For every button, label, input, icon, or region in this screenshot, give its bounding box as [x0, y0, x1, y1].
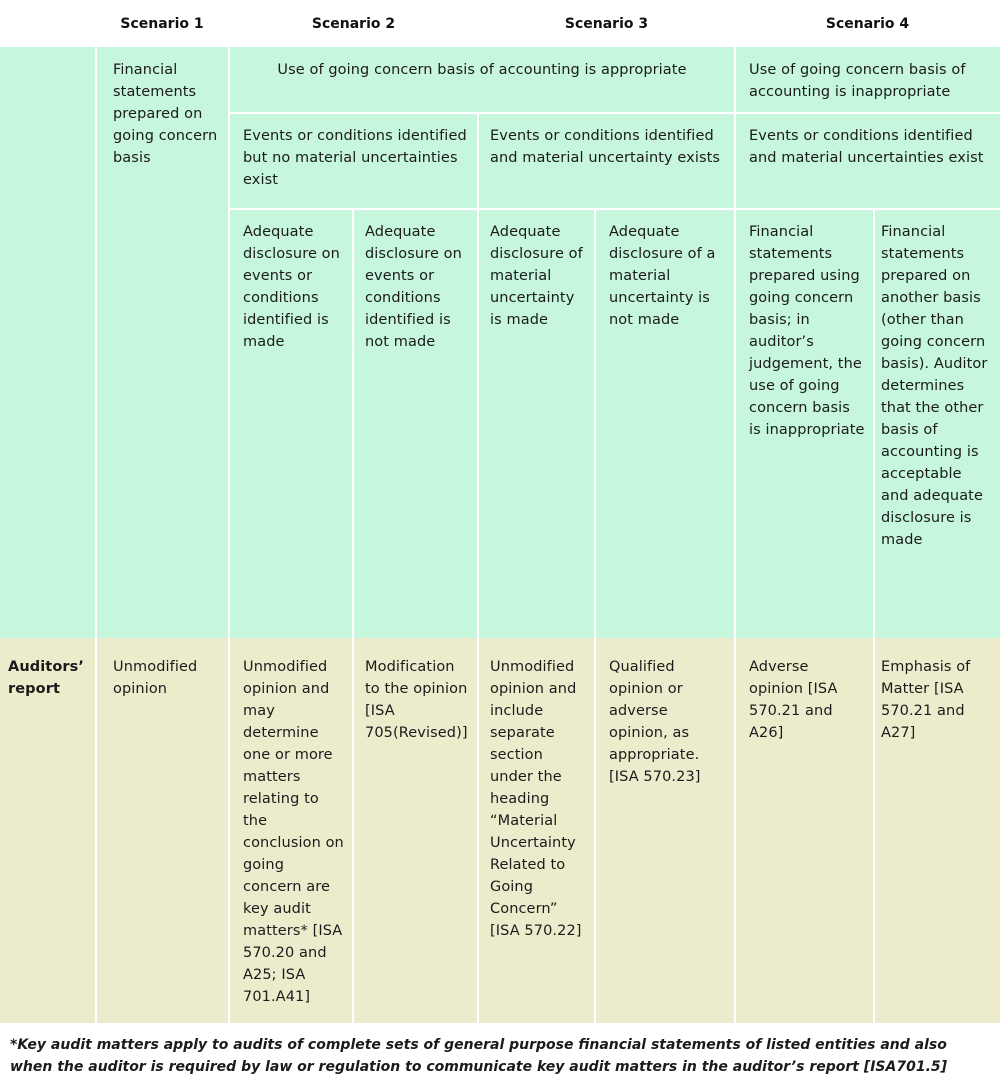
s4a-going-concern-inappropriate: Financial statements prepared using going concern basis; in auditor’s judgement, the use of going concern basis is inappropriate — [735, 209, 874, 638]
header-scenario-4: Scenario 4 — [825, 15, 910, 32]
s4-events-cell: Events or conditions identified and material uncertainties exist — [735, 113, 1000, 209]
divider — [229, 112, 1000, 114]
divider — [873, 209, 875, 1023]
report-s4a: Adverse opinion [ISA 570.21 and A26] — [735, 638, 874, 1023]
divider — [228, 47, 230, 1023]
scenario1-condition: Financial statements prepared on going concern basis — [95, 47, 229, 638]
s4b-other-basis: Financial statements prepared on another basis (other than going concern basis). Auditor determines that the other basis of accounting is acceptable and adequate disclosure is made — [874, 209, 1000, 638]
divider — [352, 209, 354, 1023]
s2a-disclosure-made: Adequate disclosure on events or conditions identified is made — [229, 209, 353, 638]
divider — [229, 208, 1000, 210]
s3-events-cell: Events or conditions identified and material uncertainty exists — [478, 113, 735, 209]
header-scenario-2: Scenario 2 — [311, 15, 396, 32]
s2-events-cell: Events or conditions identified but no material uncertainties exist — [229, 113, 478, 209]
report-s2b: Modification to the opinion [ISA 705(Revised)] — [353, 638, 478, 1023]
footnote: *Key audit matters apply to audits of complete sets of general purpose financial statements of listed entities and also when the auditor is required by law or regulation to communicate key audit matters in the auditor’s report [ISA701.5] — [10, 1037, 948, 1075]
s2b-disclosure-not-made: Adequate disclosure on events or conditions identified is not made — [353, 209, 478, 638]
report-s3a: Unmodified opinion and include separate section under the heading “Material Uncertainty Related to Going Concern” [ISA 570.22] — [478, 638, 595, 1023]
appropriate-basis-cell: Use of going concern basis of accounting is appropriate — [229, 47, 735, 113]
divider — [95, 47, 97, 1023]
divider — [734, 47, 736, 1023]
s3a-disclosure-made: Adequate disclosure of material uncertainty is made — [478, 209, 595, 638]
inappropriate-basis-cell: Use of going concern basis of accounting is inappropriate — [735, 47, 1000, 113]
report-scenario1: Unmodified opinion — [95, 638, 229, 1023]
divider — [477, 113, 479, 1023]
header-scenario-3: Scenario 3 — [564, 15, 649, 32]
blank-label-cell — [0, 47, 95, 638]
divider — [594, 209, 596, 1023]
report-s3b: Qualified opinion or adverse opinion, as appropriate. [ISA 570.23] — [595, 638, 735, 1023]
header-scenario-1: Scenario 1 — [120, 15, 204, 32]
report-s4b: Emphasis of Matter [ISA 570.21 and A27] — [874, 638, 1000, 1023]
report-s2a: Unmodified opinion and may determine one or more matters relating to the conclusion on going concern are key audit matters* [ISA 570.20 and A25; ISA 701.A41] — [229, 638, 353, 1023]
auditors-report-label: Auditors’ report — [0, 638, 95, 1023]
s3b-disclosure-not-made: Adequate disclosure of a material uncertainty is not made — [595, 209, 735, 638]
